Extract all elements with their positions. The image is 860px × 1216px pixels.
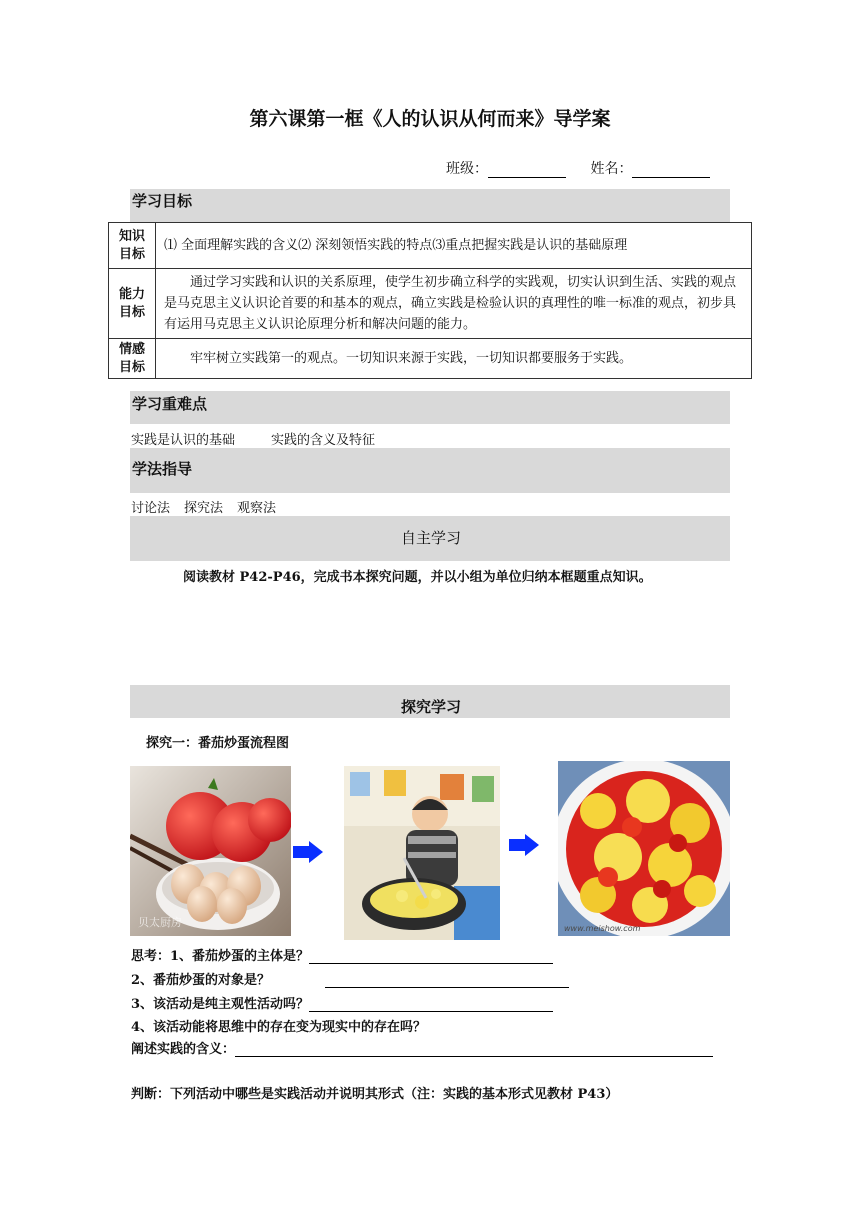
page-title: 第六课第一框《人的认识从何而来》导学案 — [249, 108, 611, 130]
goal-row-emotion — [109, 339, 752, 379]
selfstudy-instruction: 阅读教材 P42-P46，完成书本探究问题，并以小组为单位归纳本框题重点知识。 — [183, 570, 652, 585]
child-cooking-photo — [344, 766, 500, 940]
method-item: 观察法 — [237, 501, 277, 516]
name-blank[interactable] — [632, 163, 710, 178]
arrow-right-icon — [293, 841, 323, 863]
arrow-right-icon — [509, 834, 539, 856]
tomato-egg-image — [130, 766, 291, 936]
question-1 — [131, 945, 553, 964]
keypoint-item: 实践的含义及特征 — [271, 433, 376, 448]
tomato-egg-dish-image — [558, 761, 730, 936]
class-name-line — [446, 158, 730, 178]
goal-row-knowledge — [109, 223, 752, 269]
goals-table — [108, 222, 752, 379]
goal-key-line2: 目标 — [118, 359, 145, 375]
method-item: 讨论法 — [131, 501, 171, 516]
class-label: 班级： — [446, 161, 488, 177]
keypoints-header-bar — [130, 391, 730, 424]
goal-key — [109, 223, 156, 269]
question-2-text: 2、番茄炒蛋的对象是？ — [131, 973, 271, 988]
class-blank[interactable] — [488, 163, 566, 178]
methods-line — [131, 497, 276, 516]
selfstudy-header: 自主学习 — [400, 529, 461, 547]
keypoints-header: 学习重难点 — [132, 395, 208, 413]
goal-text: 牢牢树立实践第一的观点。一切知识来源于实践，一切知识都要服务于实践。 — [156, 339, 752, 379]
question-2 — [131, 969, 569, 988]
goal-key — [109, 269, 156, 339]
question-4: 4、该活动能将思维中的存在变为现实中的存在吗？ — [131, 1020, 427, 1035]
selfstudy-header-bar — [130, 516, 730, 561]
goals-header-bar — [130, 189, 730, 222]
judge-instruction: 判断：下列活动中哪些是实践活动并说明其形式（注：实践的基本形式见教材 P43） — [131, 1087, 619, 1102]
answer-line-1[interactable] — [309, 951, 553, 964]
child-cooking-image — [344, 766, 500, 940]
answer-line-5[interactable] — [235, 1044, 713, 1057]
goal-key — [109, 339, 156, 379]
photo1-watermark: 贝太厨房 — [138, 916, 182, 929]
keypoints-line — [131, 429, 375, 448]
question-3-text: 3、该活动是纯主观性活动吗？ — [131, 997, 310, 1012]
explore-header: 探究学习 — [400, 698, 461, 716]
goals-header: 学习目标 — [132, 192, 193, 210]
goal-row-ability — [109, 269, 752, 339]
question-5-text: 阐述实践的含义： — [131, 1042, 236, 1057]
answer-line-2[interactable] — [325, 975, 569, 988]
keypoint-item: 实践是认识的基础 — [131, 433, 236, 448]
explore-subtitle: 探究一：番茄炒蛋流程图 — [146, 736, 290, 751]
methods-header: 学法指导 — [132, 460, 193, 478]
name-label: 姓名： — [590, 161, 633, 177]
goal-text: 通过学习实践和认识的关系原理，使学生初步确立科学的实践观，切实认识到生活、实践的观点是马克思主义认识论首要的和基本的观点，确立实践是检验认识的真理性的唯一标准的观点，初步具有运用马克思主义认识论原理分析和解决问题的能力。 — [156, 269, 752, 339]
goal-key-line1: 知识 — [118, 228, 145, 244]
method-item: 探究法 — [184, 501, 224, 516]
answer-line-3[interactable] — [309, 999, 553, 1012]
tomato-egg-dish-photo — [558, 761, 730, 936]
question-5 — [131, 1038, 713, 1057]
methods-header-bar — [130, 448, 730, 493]
photo3-watermark: www.meishow.com — [564, 924, 641, 933]
tomato-egg-photo — [130, 766, 291, 936]
explore-header-bar — [130, 685, 730, 718]
goal-text: ⑴ 全面理解实践的含义⑵ 深刻领悟实践的特点⑶重点把握实践是认识的基础原理 — [156, 223, 752, 269]
goal-key-line1: 能力 — [118, 286, 145, 302]
goal-key-line2: 目标 — [118, 304, 145, 320]
question-1-text: 思考：1、番茄炒蛋的主体是？ — [131, 949, 310, 964]
goal-key-line2: 目标 — [118, 246, 145, 262]
question-3 — [131, 993, 553, 1012]
goal-key-line1: 情感 — [118, 341, 145, 357]
